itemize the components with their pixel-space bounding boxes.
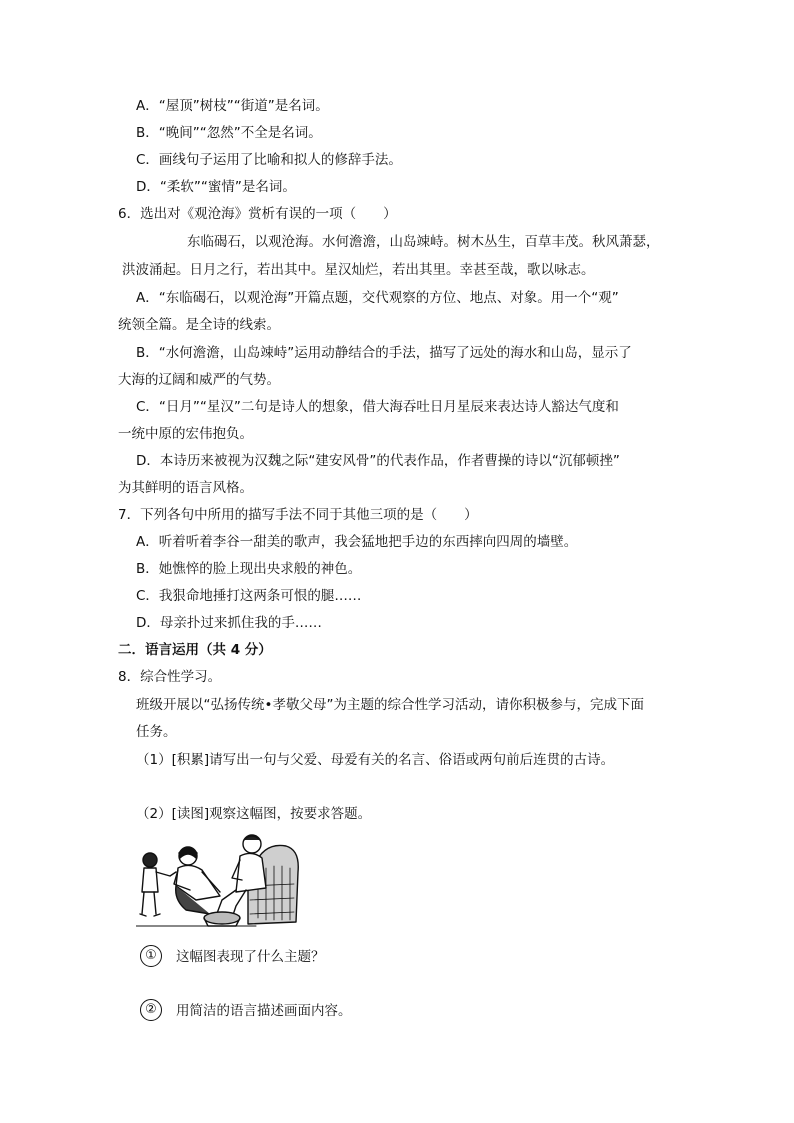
q6-option-d-line-1: D．本诗历来被视为汉魏之际“建安风骨”的代表作品，作者曹操的诗以“沉郁顿挫”	[136, 453, 620, 469]
q8-subquestion-2: （2）[读图]观察这幅图，按要求答题。	[136, 806, 372, 822]
q5-option-d: D．“柔软”“蜜情”是名词。	[136, 179, 296, 195]
q5-option-a: A．“屋顶”树枝”“街道”是名词。	[136, 98, 329, 114]
q8-subquestion-1: （1）[积累]请写出一句与父爱、母爱有关的名言、俗语或两句前后连贯的古诗。	[136, 752, 615, 768]
picture-question-2: 用简洁的语言描述画面内容。	[176, 1003, 352, 1019]
q5-option-c: C．画线句子运用了比喻和拟人的修辞手法。	[136, 152, 402, 168]
q8-intro-line-1: 班级开展以“弘扬传统•孝敬父母”为主题的综合性学习活动，请你积极参与，完成下面	[136, 697, 644, 713]
q7-option-d: D．母亲扑过来抓住我的手……	[136, 615, 322, 631]
q6-option-c-line-1: C．“日月”“星汉”二句是诗人的想象，借大海吞吐日月星辰来表达诗人豁达气度和	[136, 399, 619, 415]
q6-poem-line-1: 东临碣石，以观沧海。水何澹澹，山岛竦峙。树木丛生，百草丰茂。秋风萧瑟，	[187, 234, 660, 250]
q6-option-c-line-2: 一统中原的宏伟抱负。	[118, 426, 253, 442]
q8-intro-line-2: 任务。	[136, 724, 177, 740]
q7-option-c: C．我狠命地捶打这两条可恨的腿……	[136, 588, 362, 604]
circle-number-2: ②	[140, 999, 162, 1021]
q7-option-a: A．听着听着李谷一甜美的歌声，我会猛地把手边的东西摔向四周的墙壁。	[136, 534, 578, 550]
picture-question-1: 这幅图表现了什么主题？	[176, 949, 325, 965]
q6-option-a-line-1: A．“东临碣石，以观沧海”开篇点题，交代观察的方位、地点、对象。用一个“观”	[136, 290, 619, 306]
q6-option-a-line-2: 统领全篇。是全诗的线索。	[118, 317, 280, 333]
q6-option-d-line-2: 为其鲜明的语言风格。	[118, 480, 253, 496]
q6-option-b-line-2: 大海的辽阔和威严的气势。	[118, 372, 280, 388]
q5-option-b: B．“晚间”“忽然”不全是名词。	[136, 125, 322, 141]
family-footwash-illustration	[136, 826, 306, 930]
q7-option-b: B．她憔悴的脸上现出央求般的神色。	[136, 561, 362, 577]
circle-number-1: ①	[140, 945, 162, 967]
q6-poem-line-2: 洪波涌起。日月之行，若出其中。星汉灿烂，若出其里。幸甚至哉，歌以咏志。	[122, 262, 595, 278]
section-2-heading: 二．语言运用（共 4 分）	[118, 642, 272, 658]
q7-stem: 7．下列各句中所用的描写手法不同于其他三项的是（ ）	[118, 507, 478, 523]
q6-stem: 6．选出对《观沧海》赏析有误的一项（ ）	[118, 206, 397, 222]
q8-stem: 8．综合性学习。	[118, 669, 222, 685]
q6-option-b-line-1: B．“水何澹澹，山岛竦峙”运用动静结合的手法，描写了远处的海水和山岛，显示了	[136, 345, 632, 361]
